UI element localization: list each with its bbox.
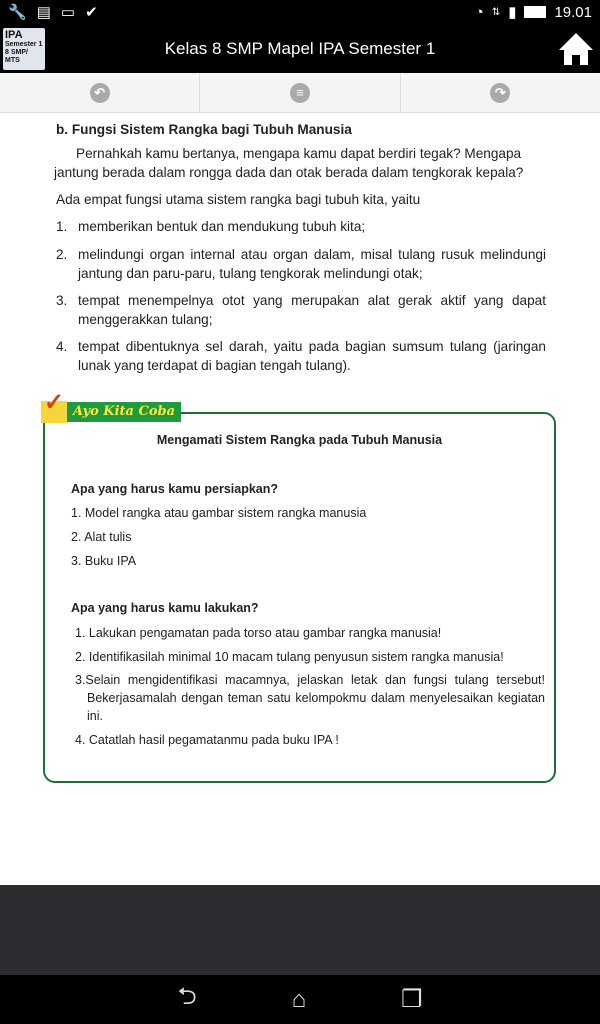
list-number: 3. xyxy=(56,293,68,308)
list-item xyxy=(56,245,546,283)
do-item: 1. Lakukan pengamatan pada torso atau gambar rangka manusia! xyxy=(75,626,442,640)
badge-label: Ayo Kita Coba xyxy=(67,402,181,422)
list-number: 2. xyxy=(56,247,68,262)
do-item: 4. Catatlah hasil pegamatanmu pada buku IPA ! xyxy=(75,733,339,747)
battery-saver-icon: ▤ xyxy=(36,4,51,21)
section-heading: b. Fungsi Sistem Rangka bagi Tubuh Manusia xyxy=(56,122,352,137)
back-button[interactable] xyxy=(0,73,200,112)
app-title: Kelas 8 SMP Mapel IPA Semester 1 xyxy=(164,39,436,58)
list-number: 1. xyxy=(56,219,68,234)
page-content[interactable] xyxy=(0,113,600,885)
list-text: memberikan bentuk dan mendukung tubuh kita; xyxy=(78,219,366,234)
paragraph-2: Ada empat fungsi utama sistem rangka bagi tubuh kita, yaitu xyxy=(56,192,421,207)
home-nav-icon[interactable]: ⌂ xyxy=(291,985,307,1013)
paragraph-1: Pernahkah kamu bertanya, mengapa kamu dapat berdiri tegak? Mengapa jantung berada dalam rongga dada dan otak berada dalam tengkorak kepala? xyxy=(54,146,524,180)
back-nav-icon[interactable]: ⮌ xyxy=(177,983,197,1010)
list-button[interactable] xyxy=(200,73,400,112)
checklist-icon: ✔ xyxy=(85,4,98,21)
prep-item: 2. Alat tulis xyxy=(71,530,132,544)
home-icon[interactable] xyxy=(558,31,594,67)
status-time: 19.01 xyxy=(554,3,592,21)
list-text: tempat menempelnya otot yang merupakan alat gerak aktif yang dapat menggerakkan tulang; xyxy=(78,293,546,327)
activity-badge xyxy=(41,389,181,423)
system-nav-bar xyxy=(0,975,600,1024)
recents-nav-icon[interactable]: ❐ xyxy=(401,986,423,1013)
data-arrows-icon: ⇅ xyxy=(491,6,501,18)
list-icon: ≡ xyxy=(290,83,310,103)
app-bar xyxy=(0,25,600,73)
prep-heading: Apa yang harus kamu persiapkan? xyxy=(71,482,279,496)
back-icon: ↶ xyxy=(90,83,110,103)
prep-item: 1. Model rangka atau gambar sistem rangka manusia xyxy=(71,506,367,520)
do-item: 2. Identifikasilah minimal 10 macam tulang penyusun sistem rangka manusia! xyxy=(75,650,504,664)
forward-button[interactable] xyxy=(401,73,600,112)
list-item xyxy=(56,337,546,375)
prep-item: 3. Buku IPA xyxy=(71,554,137,568)
logo-line3: 8 SMP/ MTS xyxy=(5,49,28,64)
do-heading: Apa yang harus kamu lakukan? xyxy=(71,601,259,615)
activity-box xyxy=(43,412,556,783)
do-item: 3.Selain mengidentifikasi macamnya, jelaskan letak dan fungsi tulang tersebut! Bekerjasamalah dengan teman satu kelompokmu dalam menyelesaikan kegiatan ini. xyxy=(75,673,545,723)
image-icon: ▭ xyxy=(60,4,76,21)
list-text: melindungi organ internal atau organ dalam, misal tulang rusuk melindungi jantung dan paru-paru, tulang tengkorak melindungi otak; xyxy=(78,247,546,281)
list-item xyxy=(56,217,546,236)
battery-icon xyxy=(524,6,546,18)
list-number: 4. xyxy=(56,339,68,354)
status-bar xyxy=(0,0,600,25)
logo-line1: IPA xyxy=(5,29,23,41)
activity-title: Mengamati Sistem Rangka pada Tubuh Manusia xyxy=(156,433,443,447)
list-item xyxy=(56,291,546,329)
list-text: tempat dibentuknya sel darah, yaitu pada bagian sumsum tulang (jaringan lunak yang terdapat di bagian tengah tulang). xyxy=(78,339,546,373)
wrench-icon: 🔧 xyxy=(8,4,27,21)
sd-card-icon: ▮ xyxy=(508,4,517,21)
logo-line2: Semester 1 xyxy=(5,41,43,48)
checkmark-icon: ✓ xyxy=(41,401,67,423)
forward-icon: ↷ xyxy=(490,83,510,103)
wifi-icon: ◔ xyxy=(474,3,484,21)
toolbar xyxy=(0,73,600,113)
